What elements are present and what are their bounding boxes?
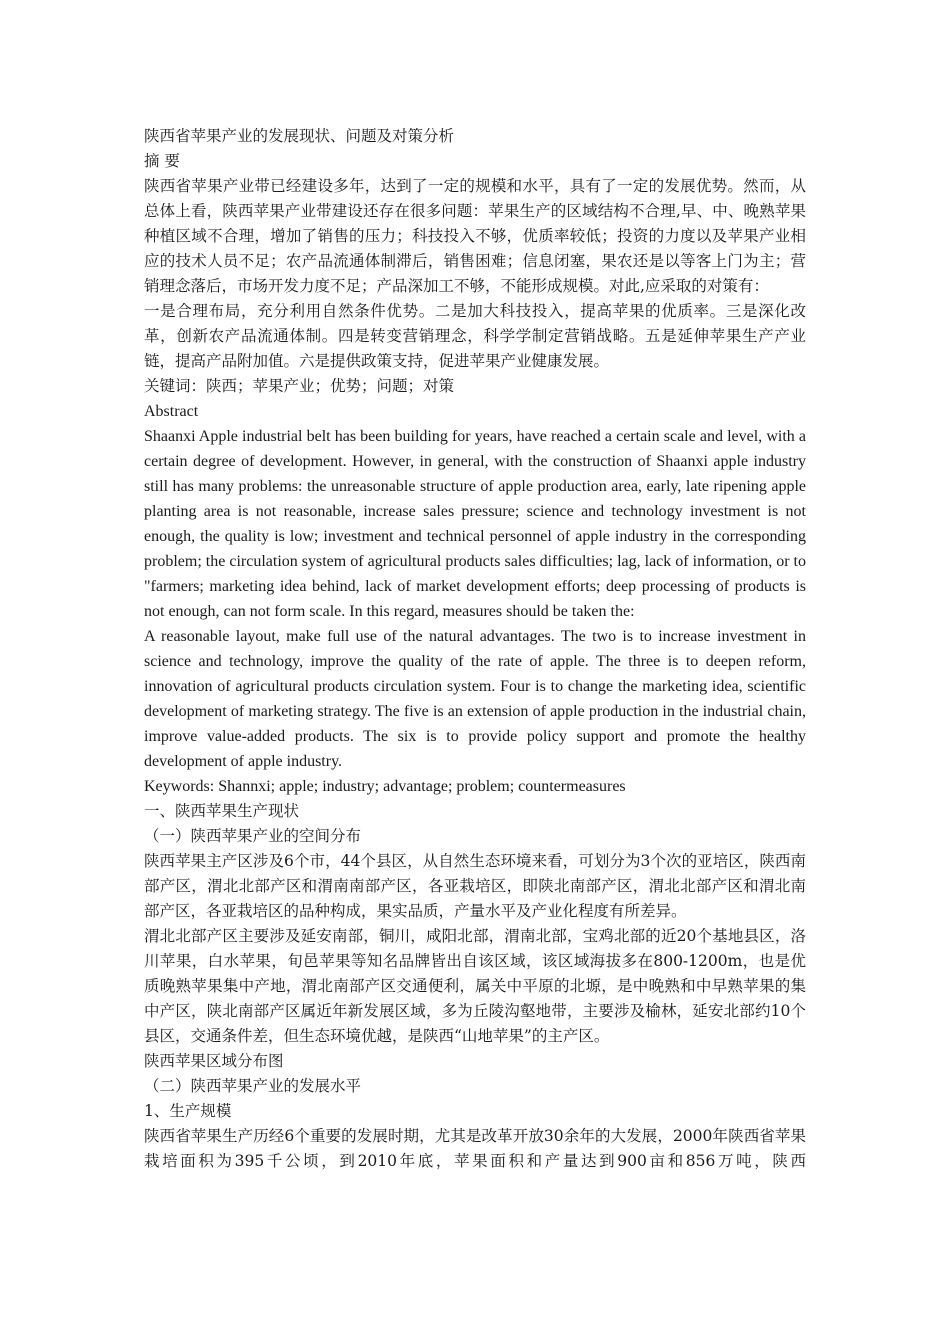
body-paragraph: 陕西省苹果生产历经6个重要的发展时期，尤其是改革开放30余年的大发展，2000年陕西省苹果栽培面积为395千公顷，到2010年底，苹果面积和产量达到900亩和856万吨，陕西	[144, 1127, 806, 1170]
document-title: 陕西省苹果产业的发展现状、问题及对策分析	[144, 127, 455, 145]
abstract-cn-paragraph-2: 一是合理布局，充分利用自然条件优势。二是加大科技投入，提高苹果的优质率。三是深化改革，创新农产品流通体制。四是转变营销理念，科学学制定营销战略。五是延伸苹果生产产业链，提高产品附加值。六是提供政策支持，促进苹果产业健康发展。	[144, 302, 806, 370]
keywords-cn: 关键词：陕西；苹果产业；优势；问题；对策	[144, 377, 455, 395]
document-page	[144, 124, 806, 1174]
abstract-heading: 摘 要	[144, 152, 180, 170]
item-1-heading: 1、生产规模	[144, 1102, 232, 1120]
body-paragraph: 渭北北部产区主要涉及延安南部，铜川，咸阳北部，渭南北部，宝鸡北部的近20个基地县区，洛川苹果，白水苹果，旬邑苹果等知名品牌皆出自该区域，该区域海拔多在800-1200m，也是优质晚熟苹果集中产地，渭北南部产区交通便利，属关中平原的北塬，是中晚熟和中早熟苹果的集中产区，陕北南部产区属近年新发展区域，多为丘陵沟壑地带，主要涉及榆林，延安北部约10个县区，交通条件差，但生态环境优越，是陕西“山地苹果”的主产区。	[144, 927, 806, 1045]
abstract-en-heading: Abstract	[144, 403, 199, 420]
abstract-en-paragraph-2: A reasonable layout, make full use of the natural advantages. The two is to increase investment in science and technology, improve the quality of the rate of apple. The three is to deepen reform, innovation of agricultural products circulation system. Four is to change the marketing idea, scientific development of marketing strategy. The five is an extension of apple production in the industrial chain, improve value-added products. The six is to provide policy support and promote the healthy development of apple industry.	[144, 628, 806, 770]
subsection-1-1-heading: （一）陕西苹果产业的空间分布	[144, 827, 362, 845]
keywords-en: Keywords: Shannxi; apple; industry; advantage; problem; countermeasures	[144, 778, 626, 795]
figure-caption: 陕西苹果区域分布图	[144, 1052, 284, 1070]
section-1-heading: 一、陕西苹果生产现状	[144, 802, 300, 820]
subsection-1-2-heading: （二）陕西苹果产业的发展水平	[144, 1077, 362, 1095]
abstract-cn-paragraph-1: 陕西省苹果产业带已经建设多年，达到了一定的规模和水平，具有了一定的发展优势。然而，从总体上看，陕西苹果产业带建设还存在很多问题：苹果生产的区域结构不合理,早、中、晚熟苹果种植区域不合理，增加了销售的压力；科技投入不够，优质率较低；投资的力度以及苹果产业相应的技术人员不足；农产品流通体制滞后，销售困难；信息闭塞，果农还是以等客上门为主；营销理念落后，市场开发力度不足；产品深加工不够，不能形成规模。对此,应采取的对策有：	[144, 177, 806, 295]
abstract-en-paragraph-1: Shaanxi Apple industrial belt has been building for years, have reached a certain scale and level, with a certain degree of development. However, in general, with the construction of Shaanxi apple industry still has many problems: the unreasonable structure of apple production area, early, late ripening apple planting area is not reasonable, increase sales pressure; science and technology investment is not enough, the quality is low; investment and technical personnel of apple industry in the corresponding problem; the circulation system of agricultural products sales difficulties; lag, lack of information, or to "farmers; marketing idea behind, lack of market development efforts; deep processing of products is not enough, can not form scale. In this regard, measures should be taken the:	[144, 428, 806, 620]
body-paragraph: 陕西苹果主产区涉及6个市，44个县区，从自然生态环境来看，可划分为3个次的亚培区，陕西南部产区，渭北北部产区和渭南南部产区，各亚栽培区，即陕北南部产区，渭北北部产区和渭北南部产区，各亚栽培区的品种构成，果实品质，产量水平及产业化程度有所差异。	[144, 852, 806, 920]
